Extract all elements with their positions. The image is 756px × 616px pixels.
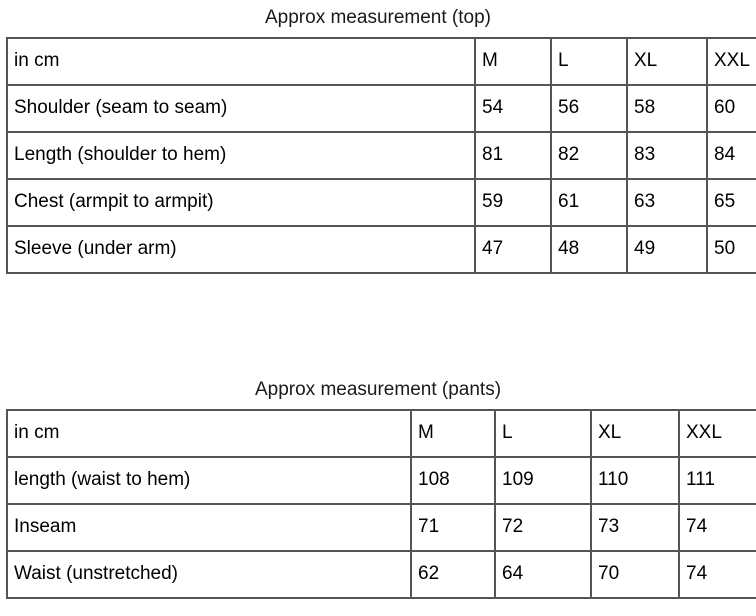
column-header-xl: XL [628,39,708,86]
cell-m: 47 [476,227,552,272]
cell-xl: 63 [628,180,708,227]
cell-xxl: 84 [708,133,756,180]
table-row [8,552,756,597]
top-table-caption: Approx measurement (top) [265,7,491,28]
column-header-m: M [412,411,496,458]
top-measurement-table [6,37,756,274]
cell-l: 48 [552,227,628,272]
table-row [8,227,756,272]
table-row [8,86,756,133]
row-label: Chest (armpit to armpit) [8,180,476,227]
column-header-l: L [552,39,628,86]
table-row [8,505,756,552]
cell-l: 109 [496,458,592,505]
cell-l: 64 [496,552,592,597]
row-label: Waist (unstretched) [8,552,412,597]
table-row [8,133,756,180]
cell-xl: 83 [628,133,708,180]
cell-l: 82 [552,133,628,180]
row-label: Length (shoulder to hem) [8,133,476,180]
cell-l: 61 [552,180,628,227]
table-header-row [8,39,756,86]
cell-l: 56 [552,86,628,133]
cell-xl: 70 [592,552,680,597]
column-header-label: in cm [8,411,412,458]
cell-xxl: 65 [708,180,756,227]
row-label: Sleeve (under arm) [8,227,476,272]
cell-xxl: 74 [680,552,756,597]
row-label: length (waist to hem) [8,458,412,505]
pants-table-caption: Approx measurement (pants) [254,379,502,400]
row-label: Inseam [8,505,412,552]
cell-m: 108 [412,458,496,505]
cell-xxl: 111 [680,458,756,505]
table-row [8,458,756,505]
cell-xl: 110 [592,458,680,505]
cell-l: 72 [496,505,592,552]
cell-xl: 58 [628,86,708,133]
cell-m: 62 [412,552,496,597]
column-header-label: in cm [8,39,476,86]
cell-xl: 73 [592,505,680,552]
table-header-row [8,411,756,458]
top-measurement-block [0,0,756,274]
cell-m: 81 [476,133,552,180]
column-header-xxl: XXL [708,39,756,86]
column-header-xxl: XXL [680,411,756,458]
cell-xxl: 60 [708,86,756,133]
cell-m: 71 [412,505,496,552]
column-header-m: M [476,39,552,86]
cell-xxl: 74 [680,505,756,552]
cell-m: 54 [476,86,552,133]
row-label: Shoulder (seam to seam) [8,86,476,133]
column-header-l: L [496,411,592,458]
cell-m: 59 [476,180,552,227]
cell-xxl: 50 [708,227,756,272]
cell-xl: 49 [628,227,708,272]
pants-measurement-block [0,372,756,599]
table-row [8,180,756,227]
column-header-xl: XL [592,411,680,458]
pants-measurement-table [6,409,756,599]
